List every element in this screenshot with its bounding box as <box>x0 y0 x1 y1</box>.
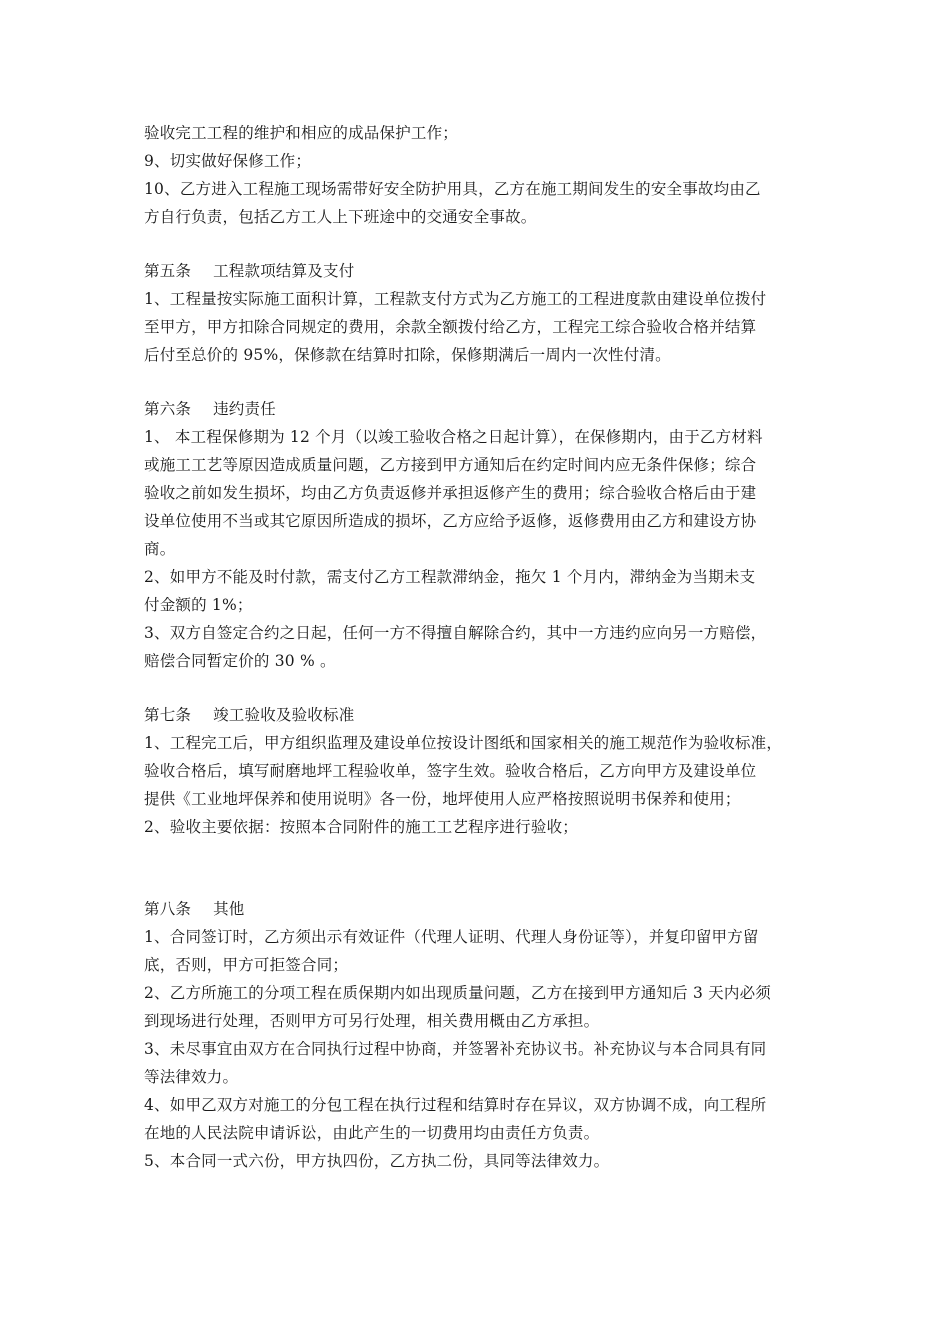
intro-line-4: 方自行负责，包括乙方工人上下班途中的交通安全事故。 <box>144 208 537 226</box>
section-spacer <box>144 369 814 395</box>
article-8-line-3: 2、乙方所施工的分项工程在质保期内如出现质量问题，乙方在接到甲方通知后 3 天内必须 <box>144 984 771 1002</box>
article-8-section <box>144 895 814 1175</box>
article-6-line-7: 付金额的 1%； <box>144 596 253 614</box>
article-6-heading <box>144 395 814 423</box>
article-5-number: 第五条 <box>144 262 192 280</box>
article-7-line-2: 验收合格后，填写耐磨地坪工程验收单，签字生效。验收合格后，乙方向甲方及建设单位 <box>144 762 757 780</box>
article-7-line-3: 提供《工业地坪保养和使用说明》各一份，地坪使用人应严格按照说明书保养和使用； <box>144 790 741 808</box>
article-8-line-9: 5、本合同一式六份，甲方执四份，乙方执二份，具同等法律效力。 <box>144 1152 610 1170</box>
article-6-section <box>144 395 814 675</box>
article-6-line-9: 赔偿合同暂定价的 30 % 。 <box>144 652 336 670</box>
article-8-line-5: 3、未尽事宜由双方在合同执行过程中协商，并签署补充协议书。补充协议与本合同具有同 <box>144 1040 767 1058</box>
article-5-line-2: 至甲方，甲方扣除合同规定的费用，余款全额拨付给乙方，工程完工综合验收合格并结算 <box>144 318 757 336</box>
article-6-number: 第六条 <box>144 400 192 418</box>
article-5-section <box>144 257 814 369</box>
article-6-line-3: 验收之前如发生损坏，均由乙方负责返修并承担返修产生的费用；综合验收合格后由于建 <box>144 484 757 502</box>
article-6-line-8: 3、双方自签定合约之日起，任何一方不得擅自解除合约，其中一方违约应向另一方赔偿， <box>144 624 767 642</box>
article-8-number: 第八条 <box>144 900 192 918</box>
article-8-line-2: 底，否则，甲方可拒签合同； <box>144 956 349 974</box>
article-8-heading <box>144 895 814 923</box>
article-6-line-2: 或施工工艺等原因造成质量问题，乙方接到甲方通知后在约定时间内应无条件保修；综合 <box>144 456 757 474</box>
intro-line-2: 9、切实做好保修工作； <box>144 152 312 170</box>
article-8-line-4: 到现场进行处理，否则甲方可另行处理，相关费用概由乙方承担。 <box>144 1012 600 1030</box>
intro-section <box>144 119 814 231</box>
intro-line-1: 验收完工工程的维护和相应的成品保护工作； <box>144 124 459 142</box>
article-6-line-1: 1、 本工程保修期为 12 个月（以竣工验收合格之日起计算），在保修期内，由于乙方材料 <box>144 428 763 446</box>
article-7-line-4: 2、验收主要依据：按照本合同附件的施工工艺程序进行验收； <box>144 818 578 836</box>
contract-page <box>144 119 814 1175</box>
article-6-title: 违约责任 <box>213 400 276 418</box>
article-6-line-6: 2、如甲方不能及时付款，需支付乙方工程款滞纳金，拖欠 1 个月内，滞纳金为当期未支 <box>144 568 756 586</box>
article-7-section <box>144 701 814 841</box>
article-7-line-1: 1、工程完工后，甲方组织监理及建设单位按设计图纸和国家相关的施工规范作为验收标准， <box>144 734 783 752</box>
article-7-heading <box>144 701 814 729</box>
article-7-title: 竣工验收及验收标准 <box>213 706 355 724</box>
article-5-heading <box>144 257 814 285</box>
article-5-line-1: 1、工程量按实际施工面积计算，工程款支付方式为乙方施工的工程进度款由建设单位拨付 <box>144 290 767 308</box>
article-8-line-8: 在地的人民法院申请诉讼，由此产生的一切费用均由责任方负责。 <box>144 1124 600 1142</box>
section-spacer <box>144 841 814 895</box>
article-7-number: 第七条 <box>144 706 192 724</box>
article-6-line-5: 商。 <box>144 540 176 558</box>
article-8-line-7: 4、如甲乙双方对施工的分包工程在执行过程和结算时存在异议，双方协调不成，向工程所 <box>144 1096 767 1114</box>
article-6-line-4: 设单位使用不当或其它原因所造成的损坏，乙方应给予返修，返修费用由乙方和建设方协 <box>144 512 757 530</box>
section-spacer <box>144 231 814 257</box>
article-5-line-3: 后付至总价的 95%，保修款在结算时扣除，保修期满后一周内一次性付清。 <box>144 346 671 364</box>
article-8-line-6: 等法律效力。 <box>144 1068 239 1086</box>
article-8-line-1: 1、合同签订时，乙方须出示有效证件（代理人证明、代理人身份证等），并复印留甲方留 <box>144 928 759 946</box>
article-5-title: 工程款项结算及支付 <box>213 262 355 280</box>
article-8-title: 其他 <box>213 900 245 918</box>
intro-line-3: 10、乙方进入工程施工现场需带好安全防护用具，乙方在施工期间发生的安全事故均由乙 <box>144 180 761 198</box>
section-spacer <box>144 675 814 701</box>
